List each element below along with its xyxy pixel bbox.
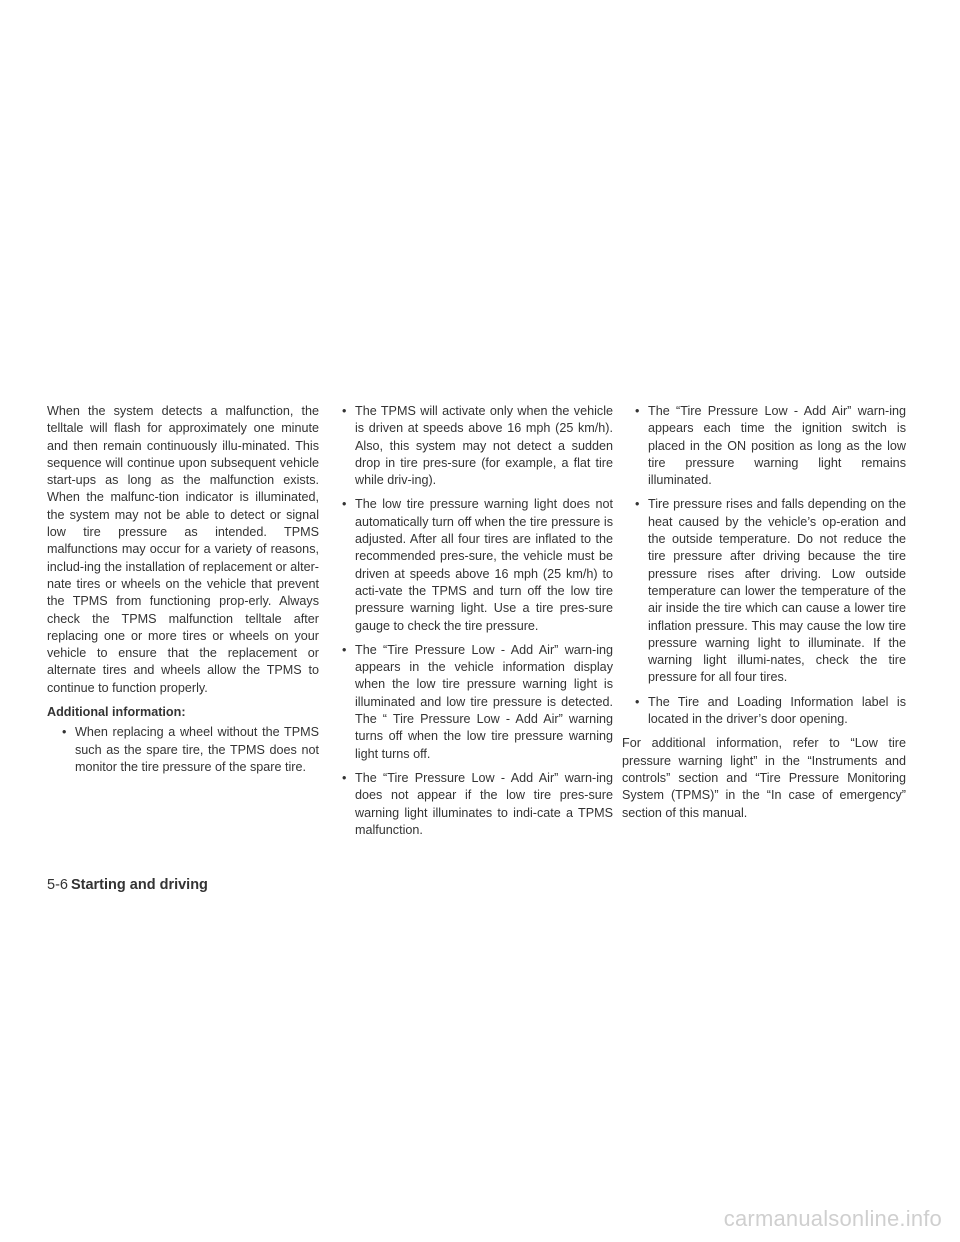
bullet-icon: • — [635, 497, 640, 512]
list-item: • Tire pressure rises and falls depending on the heat caused by the vehicle’s op-eration and the outside temperature. Do not reduce the tire pressure after driving because the tire pressure rises after driving. Low outside temperature can lower the temperature of the air inside the tire which can cause a lower tire inflation pressure. This may cause the low tire pressure warning light to illuminate. If the warning light illumi-nates, check the tire pressure for all four tires. — [635, 497, 906, 685]
additional-info-list — [55, 724, 319, 776]
tpms-notes-list — [335, 403, 613, 839]
bullet-icon: • — [342, 497, 347, 512]
list-item: • When replacing a wheel without the TPMS such as the spare tire, the TPMS does not monitor the tire pressure of the spare tire. — [62, 725, 319, 774]
list-item: • The TPMS will activate only when the vehicle is driven at speeds above 16 mph (25 km/h). Also, this system may not detect a sudden drop in tire pres-sure (for example, a flat tire while driv-ing). — [342, 404, 613, 488]
bullet-icon: • — [635, 694, 640, 709]
list-item: • The “Tire Pressure Low - Add Air” warn-ing appears in the vehicle information display when the low tire pressure warning light is illuminated and low tire pressure is detected. The “ Tire Pressure Low - Add Air” warning turns off when the low tire pressure warning light turns off. — [342, 642, 613, 761]
column-middle — [335, 403, 613, 846]
tpms-notes-list-continued — [628, 403, 906, 728]
bullet-icon: • — [342, 642, 347, 657]
bullet-icon: • — [635, 404, 640, 418]
column-right — [622, 403, 906, 829]
list-item: • The “Tire Pressure Low - Add Air” warn-ing does not appear if the low tire pres-sure warning light illuminates to indi-cate a TPMS malfunction. — [342, 770, 613, 837]
bullet-icon: • — [342, 404, 347, 418]
closing-paragraph: For additional information, refer to “Low tire pressure warning light” in the “Instruments and controls” section and “Tire Pressure Monitoring System (TPMS)” in the “In case of emergency” section of this manual. — [622, 736, 906, 820]
list-item: • The Tire and Loading Information label is located in the driver’s door opening. — [635, 694, 906, 727]
bullet-icon: • — [342, 770, 347, 785]
watermark: carmanualsonline.info — [723, 1206, 942, 1231]
column-left — [47, 403, 319, 783]
page-footer — [47, 876, 208, 894]
list-item: • The “Tire Pressure Low - Add Air” warn-ing appears each time the ignition switch is placed in the ON position as long as the low tire pressure warning light remains illuminated. — [635, 404, 906, 488]
additional-info-heading: Additional information: — [47, 705, 186, 720]
bullet-icon: • — [62, 725, 67, 740]
page-number: 5-6 — [47, 877, 68, 893]
intro-paragraph: When the system detects a malfunction, the telltale will flash for approximately one minute and then remain continuously illu-minated. This sequence will continue upon subsequent vehicle start-ups as long as the malfunction exists. When the malfunc-tion indicator is illuminated, the system may not be able to detect or signal low tire pressure as intended. TPMS malfunctions may occur for a variety of reasons, includ-ing the installation of replacement or alter-nate tires or wheels on the vehicle that prevent the TPMS from functioning prop-erly. Always check the TPMS malfunction telltale after replacing one or more tires or wheels on your vehicle to ensure that the replacement or alternate tires and wheels allow the TPMS to continue to function properly. — [47, 404, 319, 695]
list-item: • The low tire pressure warning light does not automatically turn off when the tire pressure is adjusted. After all four tires are inflated to the recommended pres-sure, the vehicle must be driven at speeds above 16 mph (25 km/h) to acti-vate the TPMS and turn off the low tire pressure warning light. Use a tire pres-sure gauge to check the tire pressure. — [342, 497, 613, 633]
section-title: Starting and driving — [70, 877, 208, 893]
